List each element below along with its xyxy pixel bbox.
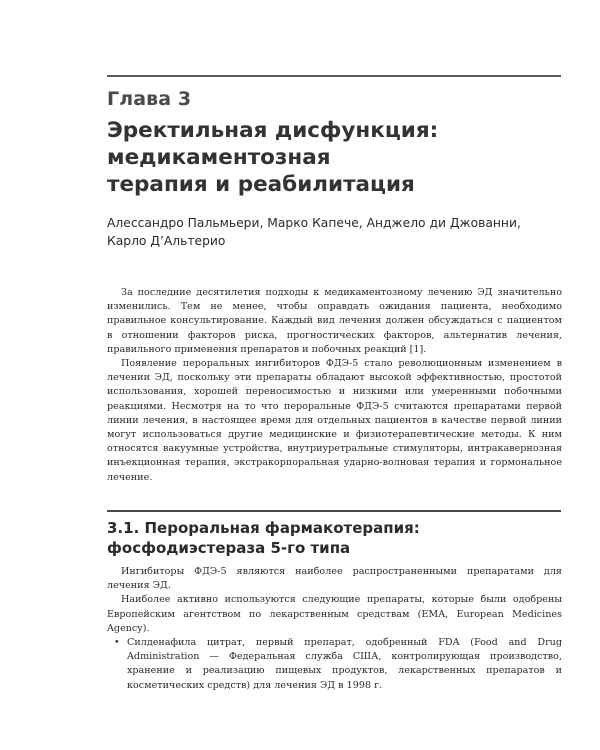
paragraph: Ингибиторы ФДЭ-5 являются наиболее распространенными препаратами для лечения ЭД. xyxy=(107,566,562,592)
intro-text xyxy=(107,286,562,485)
paragraph: Наиболее активно используются следующие препараты, которые были одобрены Европейским агентством по лекарственным средствам (EMA, European Medicines Agency). xyxy=(107,594,562,634)
section-heading xyxy=(107,518,562,558)
paragraph: Появление пероральных ингибиторов ФДЭ-5 стало революционным изменением в лечении ЭД, поскольку эти препараты обладают высокой эффективностью, простотой использования, хорошей переносимостью и низкими или умеренными побочными реакциями. Несмотря на то что пероральные ФДЭ-5 считаются препаратами первой линии лечения, в настоящее время для отдельных пациентов в качестве первой линии могут использоваться другие медицинские и физиотерапевтические методы. К ним относятся вакуумные устройства, внутриуретральные стимуляторы, интракавернозная инъекционная терапия, экстракорпоральная ударно-волновая терапия и гормональное лечение. xyxy=(107,358,562,483)
top-divider xyxy=(107,75,561,77)
section-text xyxy=(107,565,562,693)
chapter-title-line: терапия и реабилитация xyxy=(107,172,415,197)
section-divider xyxy=(107,510,561,512)
authors-line: Карло Д’Альтерио xyxy=(107,234,226,248)
chapter-title-line: медикаментозная xyxy=(107,145,331,170)
bullet-text: Силденафила цитрат, первый препарат, одобренный FDA (Food and Drug Administration — Федеральная служба США, контролирующая производство, хранение и реализацию пищевых продуктов, лекарственных препаратов и косметических средств) для лечения ЭД в 1998 г. xyxy=(127,637,562,691)
chapter-title-line: Эректильная дисфункция: xyxy=(107,118,439,143)
chapter-label: Глава 3 xyxy=(107,88,192,110)
chapter-title xyxy=(107,117,547,198)
authors-line: Алессандро Пальмьери, Марко Капече, Анджело ди Джованни, xyxy=(107,216,521,230)
section-heading-line: 3.1. Пероральная фармакотерапия: xyxy=(107,519,420,537)
section-heading-line: фосфодиэстераза 5-го типа xyxy=(107,539,351,557)
paragraph: За последние десятилетия подходы к медикаментозному лечению ЭД значительно изменились. Тем не менее, чтобы оправдать ожидания пациента, необходимо правильное консультирование. Каждый вид лечения должен обсуждаться с пациентом в отношении факторов риска, прогностических факторов, альтернатив лечения, правильного применения препаратов и побочных реакций [1]. xyxy=(107,287,562,355)
bullet-icon: • xyxy=(114,637,120,649)
chapter-authors xyxy=(107,214,557,250)
bullet-item xyxy=(107,636,562,693)
